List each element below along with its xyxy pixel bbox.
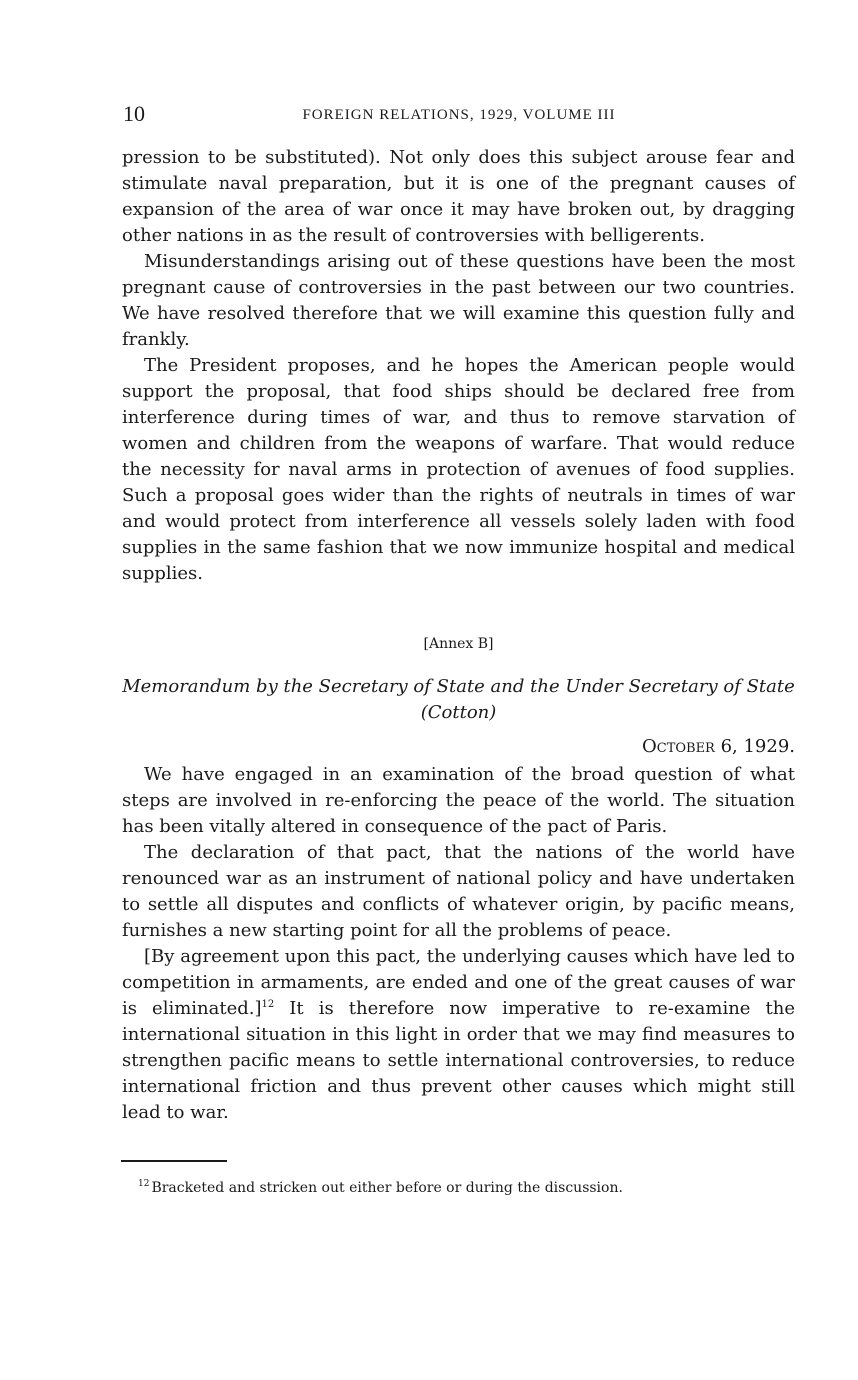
footnote bbox=[138, 1177, 788, 1199]
memorandum-date: October 6, 1929. bbox=[641, 736, 795, 757]
running-title: FOREIGN RELATIONS, 1929, VOLUME III bbox=[302, 107, 616, 123]
paragraph: The President proposes, and he hopes the American people would support the proposal, that food ships should be declared free from interference during times of war, and thus to remove starvation of women and children from the weapons of warfare. That would reduce the necessity for naval arms in protection of avenues of food supplies. Such a proposal goes wider than the rights of neutrals in times of war and would protect from interference all vessels solely laden with food supplies in the same fashion that we now immunize hospital and medical supplies. bbox=[122, 355, 795, 584]
paragraph: We have engaged in an examination of the broad question of what steps are involved in re-enforcing the peace of the world. The situation has been vitally altered in consequence of the pact of Paris. bbox=[122, 764, 795, 837]
bracketed-text: [By agreement upon this pact, the underlying causes which have led to competition in armaments, are ended and one of the great causes of war is eliminated.] bbox=[122, 946, 795, 1019]
body-text-bottom bbox=[122, 762, 795, 1126]
footnote-text: Bracketed and stricken out either before or during the discussion. bbox=[151, 1180, 623, 1196]
body-text-top bbox=[122, 145, 795, 587]
paragraph-continued: pression to be substituted). Not only does this subject arouse fear and stimulate naval preparation, but it is one of the pregnant causes of expansion of the area of war once it may have broken out, by dragging other nations in as the result of controversies with belligerents. bbox=[122, 147, 795, 246]
paragraph-rest: It is therefore now imperative to re-examine the international situation in this light in order that we may find measures to strengthen pacific means to settle international controversies, to reduce international friction and thus prevent other causes which might still lead to war. bbox=[122, 998, 795, 1123]
running-head bbox=[123, 100, 795, 128]
page-number: 10 bbox=[123, 101, 145, 126]
footnote-divider bbox=[121, 1160, 227, 1162]
paragraph-with-footnote bbox=[122, 944, 795, 1126]
footnote-mark: 12 bbox=[138, 1179, 150, 1190]
footnote-reference[interactable]: 12 bbox=[261, 999, 275, 1010]
paragraph: The declaration of that pact, that the nations of the world have renounced war as an instrument of national policy and have undertaken to settle all disputes and conflicts of whatever origin, by pacific means, furnishes a new starting point for all the problems of peace. bbox=[122, 842, 795, 941]
annex-label: [Annex B] bbox=[423, 636, 494, 652]
memorandum-title: Memorandum by the Secretary of State and the Under Secretary of State (Cotton) bbox=[122, 676, 795, 723]
paragraph: Misunderstandings arising out of these questions have been the most pregnant cause of controversies in the past between our two countries. We have resolved therefore that we will examine this question fully and frankly. bbox=[122, 251, 795, 350]
